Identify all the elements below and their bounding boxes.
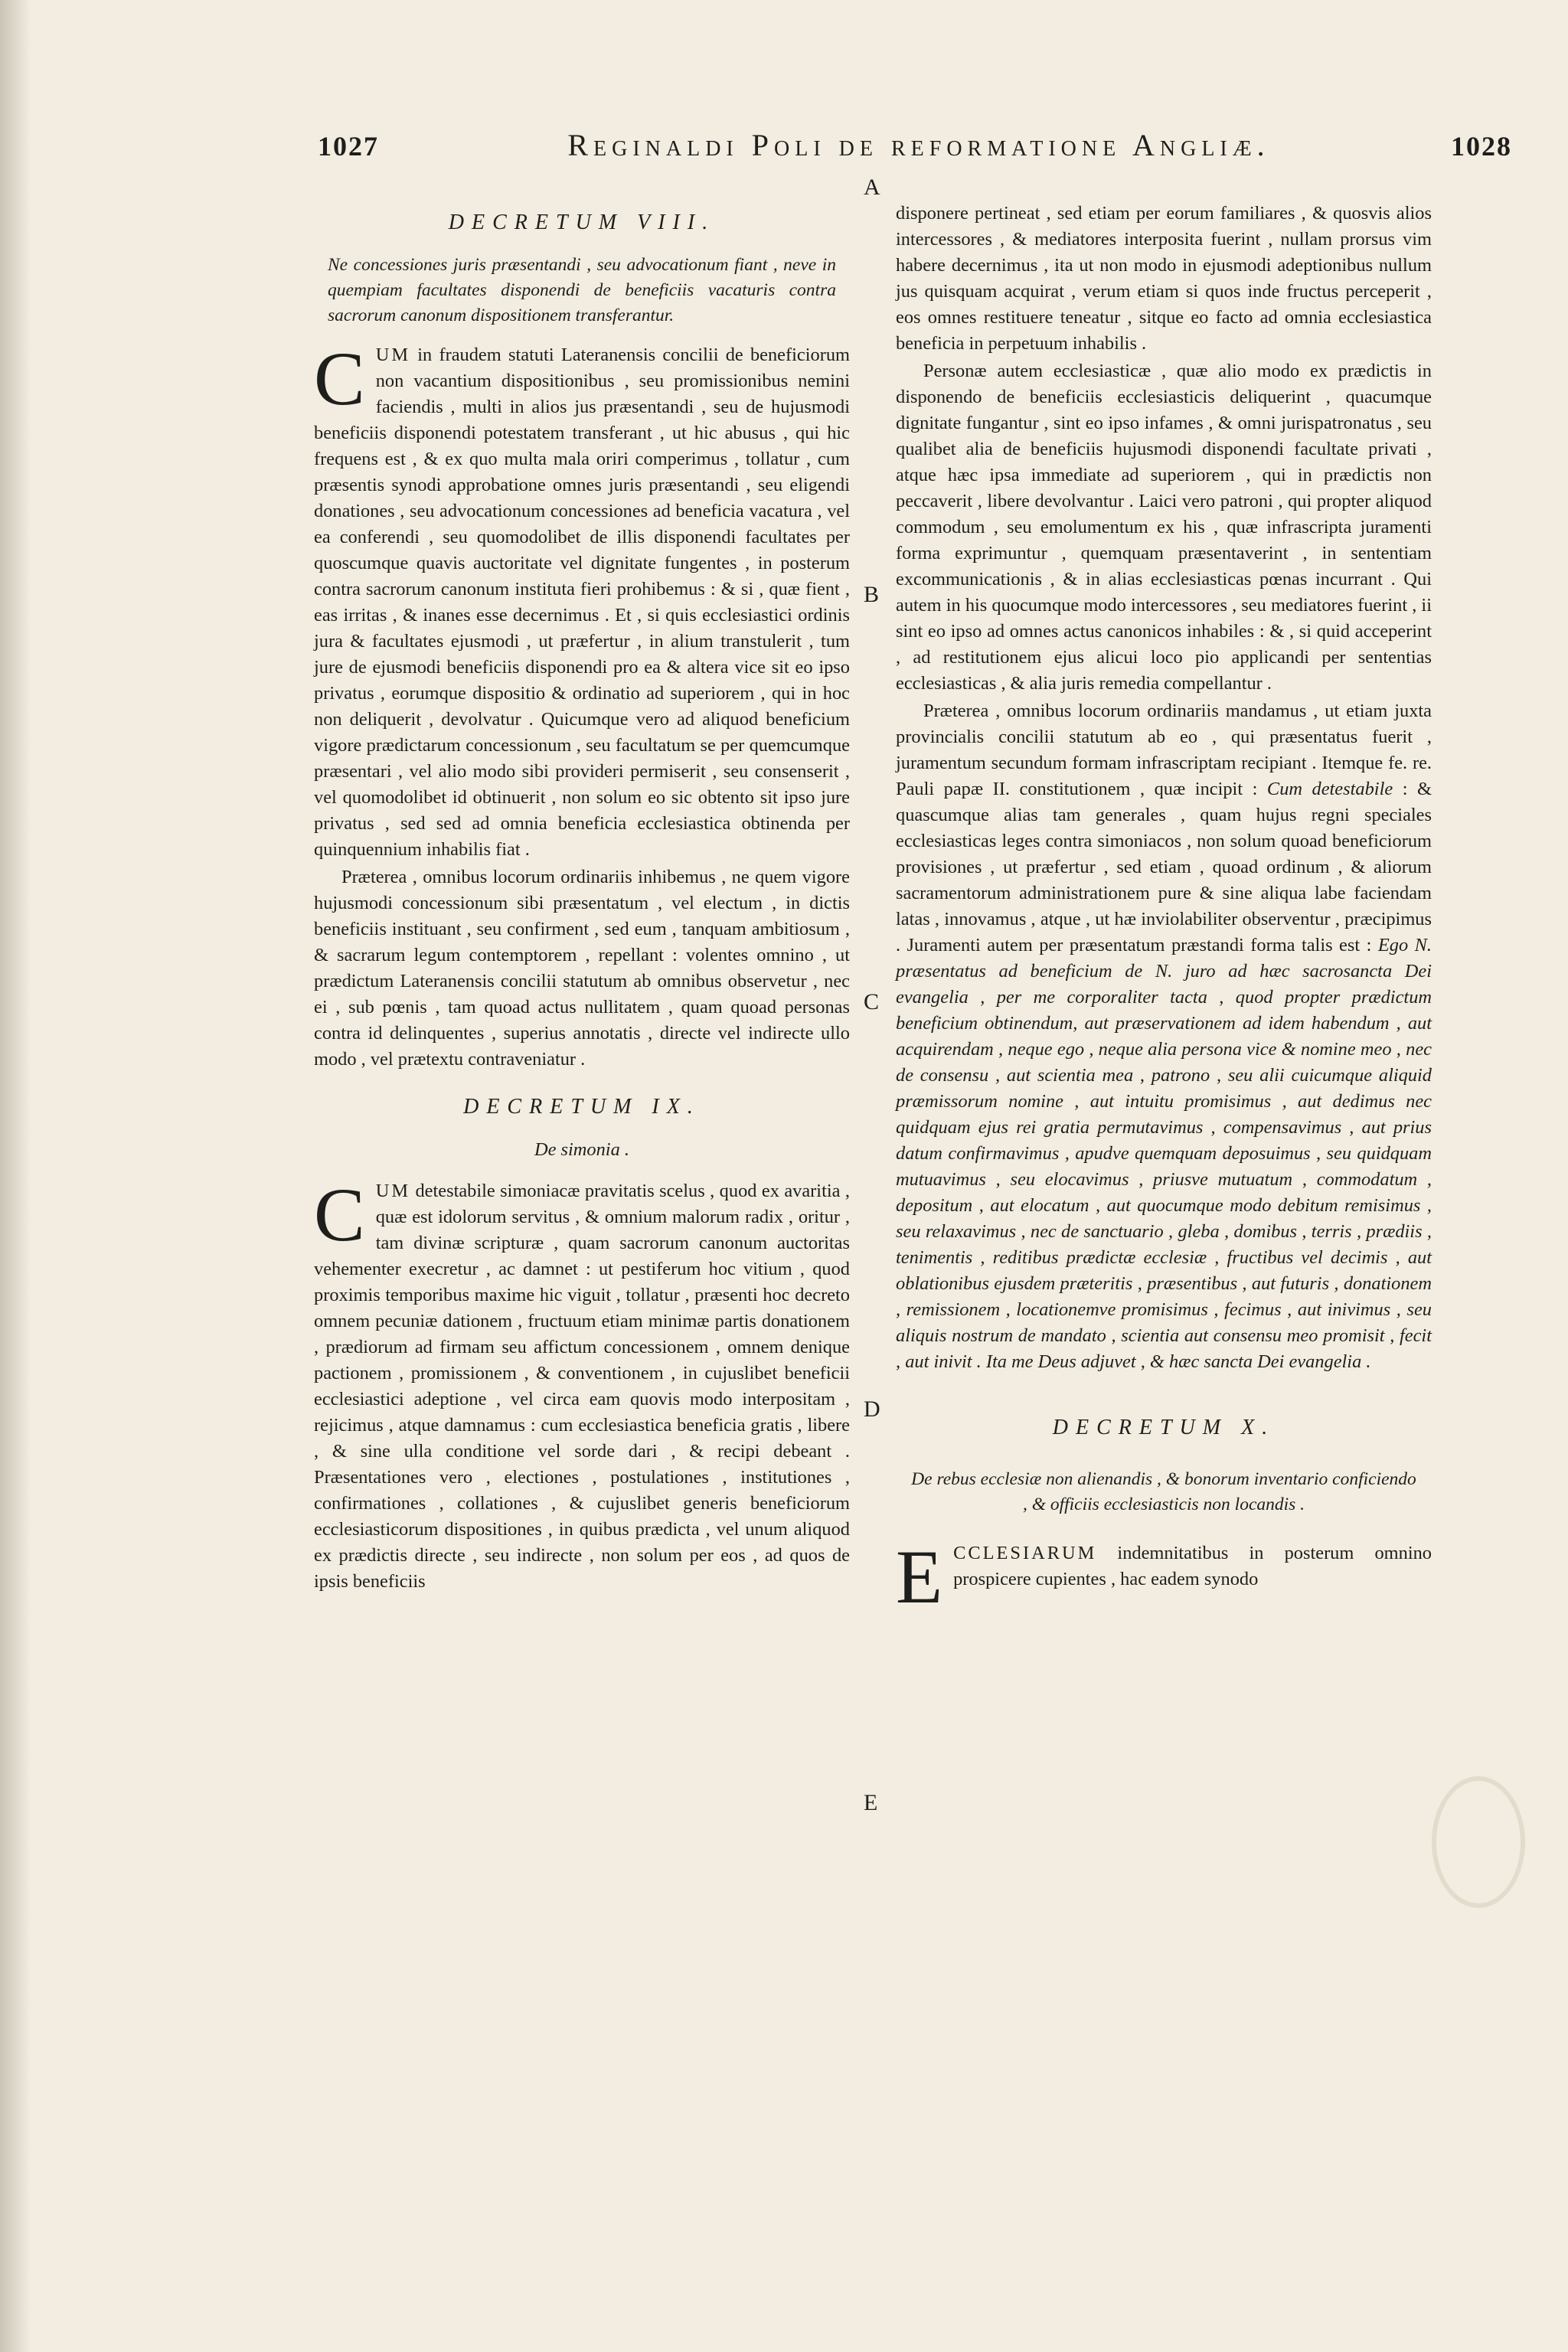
paragraph-3-continuation: : & quascumque alias tam generales , quam hujus regni speciales ecclesiasticas leges contra simoniacos , non solum quoad beneficiorum provisiones , ut præfertur , sed etiam , quoad ordinum , & aliorum sacramentorum administrationem pure & sine aliqua labe faciendam latas , innovamus , atque , ut hæ inviolabiliter observentur , præcipimus . Juramenti autem per præsentatum præstandi forma talis est : bbox=[896, 779, 1432, 956]
decree-8-summary: Ne concessiones juris præsentandi , seu advocationum fiant , neve in quempiam facultates disponendi de beneficiis vacaturis contra sacrorum canonum dispositionem transferantur. bbox=[328, 255, 836, 325]
margin-letter-c: C bbox=[864, 989, 880, 1014]
drop-cap-e: E bbox=[896, 1534, 943, 1619]
margin-letter-d: D bbox=[864, 1396, 880, 1422]
decree-9-paragraph-1 bbox=[314, 1172, 850, 1595]
decree-9-text-1: detestabile simoniacæ pravitatis scelus , quod ex avaritia , quæ est idolorum servitus , & omnium malorum radix , oritur , tam divinæ scripturæ , quam sacrorum canonum auctoritas vehementer execretur , ac damnet : ut pestiferum hoc vitium , quod proximis temporibus maxime hic viguit , tollatur , præsenti hoc decreto omnem pecuniæ dationem , fructuum etiam minimæ partis donationem , prædiorum ad firmam seu affictum concessionem , omnem denique pactionem , promissionem , & conventionem , in cujuslibet beneficii ecclesiastici adeptione , vel circa eam quovis modo interpositam , rejicimus , atque damnamus : cum ecclesiastica beneficia gratis , libere , & sine ulla conditione vel sorde dari , & recipi debeant . Præsentationes vero , electiones , postulationes , institutiones , confirmationes , collationes , & cujuslibet generis beneficiorum ecclesiasticorum dispositiones , in quibus prædicta , vel unum aliquod ex prædictis directe , seu indirecte , non solum per eos , ad quos de ipsis beneficiis bbox=[314, 1181, 850, 1592]
margin-letter-e: E bbox=[864, 1790, 878, 1815]
decree-9-paragraph-2: Personæ autem ecclesiasticæ , quæ alio modo ex prædictis in disponendo de beneficiis ecclesiasticis deliquerint , quacumque dignitate fungantur , sint eo ipso infames , & omni jurispatronatus , seu qualibet alia de beneficiis hujusmodi disponendi facultate privati , atque hæc ipsa immediate ad superiorem , qui in prædictis non peccaverit , libere devolvantur . Laici vero patroni , qui propter aliquod commodum , seu emolumentum ex his , quæ infrascripta juramenti forma exprimuntur , quemquam præsentaverint , in sententiam excommunicationis , & in alias ecclesiasticas pœnas incurrant . Qui autem in his quocumque modo intercessores , seu mediatores fuerint , ii sint eo ipso ad omnes actus canonicos inhabiles : & , si quid acceperint , ad restitutionem ejus alicui loco pio applicandi per sententias ecclesiasticas , & alia juris remedia compellantur . bbox=[896, 361, 1432, 694]
decree-10-paragraph-1 bbox=[896, 1534, 1432, 1619]
decree-8-paragraph-2: Præterea , omnibus locorum ordinariis inhibemus , ne quem vigore hujusmodi concessionum sibi præsentatum , vel electum , in dictis beneficiis instituant , seu confirment , sed eum , tanquam ambitiosum , & sacrarum legum contemptorem , repellant : volentes omnino , ut prædictum Lateranensis concilii statutum ab omnibus observetur , nec ei , sub pœnis , tam quoad actus nullitatem , quam quoad personas contra id delinquentes , superius annotatis , directe vel indirecte ullo modo , vel prætextu contraveniatur . bbox=[314, 867, 850, 1070]
gutter-shadow bbox=[0, 0, 31, 2352]
margin-letter-a: A bbox=[864, 175, 880, 200]
left-column bbox=[314, 201, 850, 1596]
drop-cap-c: C bbox=[314, 336, 365, 421]
initial-rest: UM bbox=[375, 345, 411, 365]
decree-8-text-1: in fraudem statuti Lateranensis concilii de beneficiorum non vacantium dispositionibus , seu promissionibus nemini faciendis , multi in alios jus præsentandi , seu de hujusmodi beneficiis disponendi potestatem transferant , ut hic abusus , qui hic frequens est , & ex quo multa mala oriri comperimus , tollatur , cum præsentis synodi approbatione omnes juris præsentandi , seu eligendi donationes , seu advocationum concessiones ad beneficia vacatura , vel ea conferendi , seu quomodolibet de illis disponendi facultates per quoscumque quavis auctoritate vel dignitate fungentes , in posterum contra sacrorum canonum instituta fieri prohibemus : & si , quæ fient , eas irritas , & inanes esse decernimus . Et , si quis ecclesiastici ordinis jura & facultates ejusmodi , ut præfertur , in alium transtulerit , tum jure de ejusmodi beneficiis disponendi pro ea & altera vice sit eo ipso privatus , eorumque dispositio & ordinatio ad superiorem , qui in hoc non deliquerit , devolvatur . Quicumque vero ad aliquod beneficium vigore prædictarum concessionum , seu facultatum se per quemcumque præsentari , vel alio modo sibi provideri permiserit , seu consenserit , vel quomodolibet id obtinuerit , non solum eo sic obtento sit ipso jure privatus , sed sed ad omnia beneficia ecclesiastica obtinenda per quinquennium inhabilis fiat . bbox=[314, 345, 850, 860]
page-number-right: 1028 bbox=[1451, 131, 1512, 162]
paragraph-3-text: Præterea , omnibus locorum ordinariis mandamus , ut etiam juxta provincialis concilii statutum ab eo , qui præsentatus fuerit , juramentum secundum formam infrascriptam recipiant . Itemque fe. re. Pauli papæ II. constitutionem , quæ incipit : bbox=[896, 701, 1432, 799]
running-head bbox=[318, 127, 1512, 173]
decree-9-sub: De simonia . bbox=[534, 1139, 629, 1160]
decree-8-heading: DECRETUM VIII. bbox=[448, 211, 716, 234]
decree-8-paragraph-1 bbox=[314, 336, 850, 863]
running-title: Reginaldi Poli de reformatione Angliæ. bbox=[567, 128, 1270, 162]
right-column bbox=[896, 201, 1432, 1619]
decree-10-heading: DECRETUM X. bbox=[1052, 1416, 1276, 1439]
decree-10-summary: De rebus ecclesiæ non alienandis , & bonorum inventario conficiendo , & officiis ecclesiasticis non locandis . bbox=[911, 1469, 1416, 1514]
bull-incipit: Cum detestabile bbox=[1266, 779, 1393, 799]
decree-10-text-1: indemnitatibus in posterum omnino prospicere cupientes , hac eadem synodo bbox=[953, 1543, 1432, 1589]
decree-9-continuation: disponere pertineat , sed etiam per eorum familiares , & quosvis alios intercessores , & mediatores interposita fuerint , nullam prorsus vim habere decernimus , ita ut non modo in ejusmodi adeptionibus nullum jus quisquam acquirat , verum etiam si quos inde fructus perceperit , eos omnes restituere teneatur , sitque eo facto ad omnia ecclesiastica beneficia in perpetuum inhabilis . bbox=[896, 203, 1432, 354]
decree-9-heading: DECRETUM IX. bbox=[463, 1095, 701, 1119]
decree-9-paragraph-3 bbox=[896, 698, 1432, 1375]
show-through-mark bbox=[1432, 1776, 1525, 1908]
drop-cap-c-2: C bbox=[314, 1172, 365, 1257]
initial-rest-2: UM bbox=[375, 1181, 411, 1201]
page-number-left: 1027 bbox=[318, 131, 379, 162]
margin-letter-b: B bbox=[864, 582, 880, 607]
oath-formula: Ego N. præsentatus ad beneficium de N. juro ad hæc sacrosancta Dei evangelia , per me corporaliter tacta , quod propter prædictum beneficium obtinendum, aut præservationem ad idem habendum , aut acquirendam , neque ego , neque alia persona vice & nomine meo , nec de consensu , aut scientia mea , patrono , seu alii cuicumque aliquid præmissorum nomine , aut intuitu promisimus , aut dedimus nec quidquam ejus rei gratia permutavimus , compensavimus , aut prius datum confirmavimus , apudve quemquam deposuimus , seu quidquam mutuavimus , seu elocavimus , priusve mutuatum , commodatum , depositum , aut elocatum , aut quocumque modo debitum remisimus , seu relaxavimus , nec de sanctuario , gleba , domibus , terris , prædiis , tenimentis , reditibus prædictæ ecclesiæ , fructibus vel decimis , aut oblationibus ejusdem præteritis , præsentibus , aut futuris , donationem , remissionem , locationemve promisimus , fecimus , aut inivimus , seu aliquis nostrum de mandato , scientia aut consensu meo promisit , fecit , aut inivit . Ita me Deus adjuvet , & hæc sancta Dei evangelia . bbox=[896, 935, 1432, 1372]
initial-rest-3: CCLESIARUM bbox=[953, 1543, 1097, 1563]
